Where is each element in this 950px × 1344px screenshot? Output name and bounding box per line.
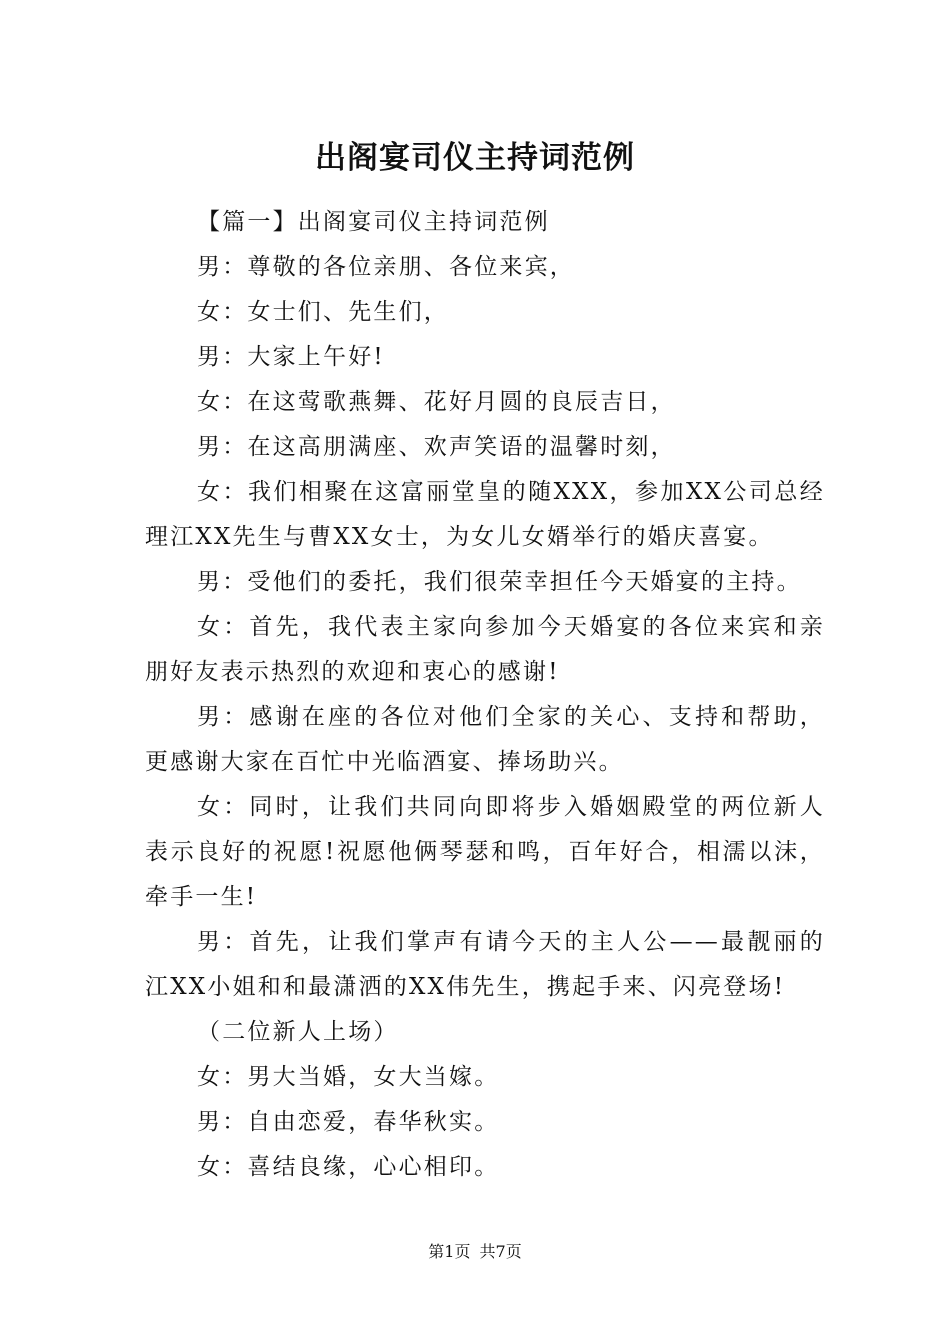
- paragraph: （二位新人上场）: [197, 1019, 399, 1045]
- page-number: 第1页: [428, 1242, 471, 1261]
- paragraph: 【篇一】出阁宴司仪主持词范例: [197, 209, 550, 235]
- paragraph: 女：男大当婚，女大当嫁。: [197, 1064, 500, 1090]
- paragraph: 男：尊敬的各位亲朋、各位来宾，: [197, 254, 575, 280]
- paragraph: 男：自由恋爱，春华秋实。: [197, 1109, 500, 1135]
- paragraph: 女：喜结良缘，心心相印。: [197, 1154, 500, 1180]
- page-footer: [0, 1240, 950, 1264]
- paragraph: 男：感谢在座的各位对他们全家的关心、支持和帮助，更感谢大家在百忙中光临酒宴、捧场助兴。: [145, 704, 825, 775]
- paragraph: 女：我们相聚在这富丽堂皇的随XXX，参加XX公司总经理江XX先生与曹XX女士，为女儿女婿举行的婚庆喜宴。: [145, 479, 825, 550]
- paragraph: 男：在这高朋满座、欢声笑语的温馨时刻，: [197, 434, 676, 460]
- paragraph: 男：首先，让我们掌声有请今天的主人公——最靓丽的江XX小姐和和最潇洒的XX伟先生，携起手来、闪亮登场!: [145, 929, 825, 1000]
- paragraph: 女：同时，让我们共同向即将步入婚姻殿堂的两位新人表示良好的祝愿!祝愿他俩琴瑟和鸣，百年好合，相濡以沫，牵手一生!: [145, 794, 825, 910]
- document-title: 出阁宴司仪主持词范例: [315, 140, 635, 176]
- page-total: 共7页: [479, 1242, 522, 1261]
- paragraph: 男：受他们的委托，我们很荣幸担任今天婚宴的主持。: [197, 569, 802, 595]
- paragraph: 女：首先，我代表主家向参加今天婚宴的各位来宾和亲朋好友表示热烈的欢迎和衷心的感谢!: [145, 614, 825, 685]
- paragraph: 女：在这莺歌燕舞、花好月圆的良辰吉日，: [197, 389, 676, 415]
- paragraph: 女：女士们、先生们，: [197, 299, 449, 325]
- paragraph: 男：大家上午好!: [197, 344, 385, 370]
- document-body: [145, 200, 825, 1190]
